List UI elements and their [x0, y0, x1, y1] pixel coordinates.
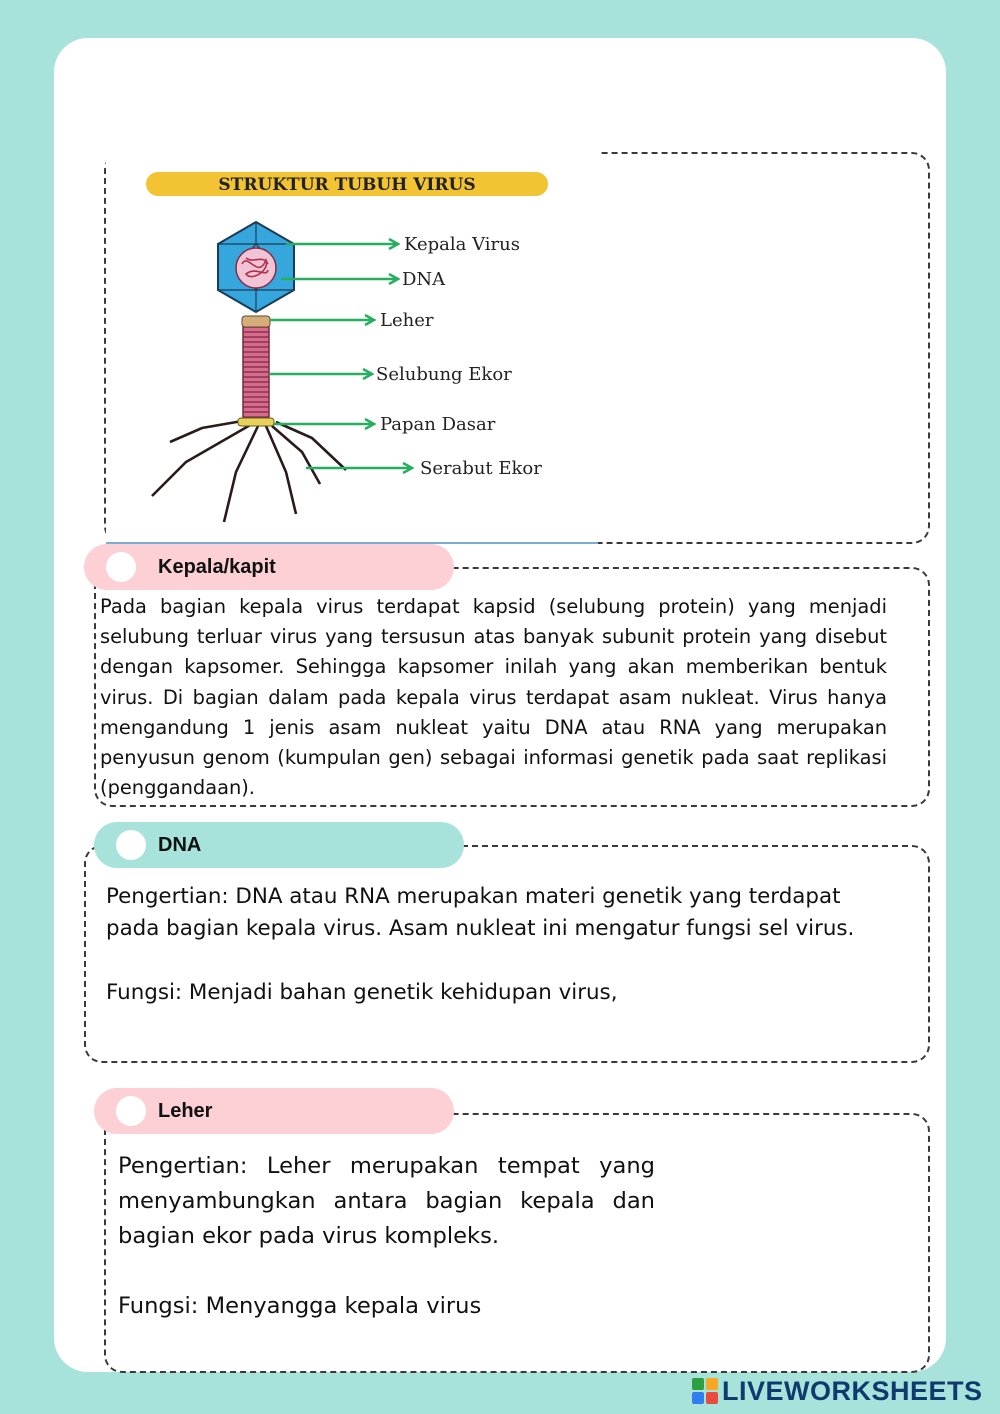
- dna-core: [236, 248, 276, 288]
- section-dna-heading: [94, 822, 464, 868]
- definition-paragraph: Pengertian: DNA atau RNA merupakan materi genetik yang terdapat pada bagian kepala virus. Asam nukleat ini mengatur fungsi sel virus.: [106, 884, 855, 941]
- neck: [242, 316, 270, 327]
- figure-title: STRUKTUR TUBUH VIRUS: [218, 175, 476, 195]
- figure-label: Selubung Ekor: [376, 364, 512, 385]
- figure-label: Leher: [380, 310, 434, 331]
- logo-square: [706, 1392, 718, 1404]
- figure-label: Serabut Ekor: [420, 458, 542, 479]
- figure-label: Papan Dasar: [380, 414, 496, 435]
- label-texts: [376, 234, 542, 479]
- logo-square: [692, 1392, 704, 1404]
- bullet-dot: [106, 552, 136, 582]
- function-paragraph: Fungsi: Menyangga kepala virus: [118, 1293, 482, 1319]
- logo-square: [706, 1378, 718, 1390]
- brand-text: LIVEWORKSHEETS: [722, 1375, 983, 1406]
- figure-label: Kepala Virus: [404, 234, 520, 255]
- section-kepala-heading: [84, 544, 454, 590]
- function-paragraph: Fungsi: Menjadi bahan genetik kehidupan virus,: [106, 980, 618, 1005]
- liveworksheets-logo: [692, 1375, 983, 1407]
- tail-fibers: [152, 420, 346, 522]
- section-leher-heading: [94, 1088, 454, 1134]
- bullet-dot: [116, 1096, 146, 1126]
- section-heading-label: DNA: [158, 833, 202, 856]
- section-heading-label: Leher: [158, 1099, 213, 1122]
- definition-paragraph: Pengertian: Leher merupakan tempat yang menyambungkan antara bagian kepala dan bagian ekor pada virus kompleks.: [118, 1153, 655, 1249]
- logo-square: [692, 1378, 704, 1390]
- bullet-dot: [116, 830, 146, 860]
- section-dna-text: [106, 881, 876, 1009]
- base-plate: [238, 418, 274, 426]
- paragraph: Pada bagian kepala virus terdapat kapsid (selubung protein) yang menjadi selubung terluar virus yang tersusun atas banyak subunit protein yang disebut dengan kapsomer. Sehingga kapsomer inilah yang akan memberikan bentuk virus. Di bagian dalam pada kepala virus terdapat asam nukleat. Virus hanya mengandung 1 jenis asam nukleat yaitu DNA atau RNA yang merupakan penyusun genom (kumpulan gen) sebagai informasi genetik pada saat replikasi (penggandaan).: [100, 595, 887, 800]
- logo-icon: [692, 1378, 718, 1404]
- section-leher-text: [118, 1149, 655, 1324]
- section-heading-label: Kepala/kapit: [158, 555, 276, 578]
- section-kepala-text: [100, 592, 887, 803]
- virus-diagram: [106, 152, 598, 542]
- virus-structure-figure: [106, 152, 598, 544]
- figure-label: DNA: [402, 269, 446, 290]
